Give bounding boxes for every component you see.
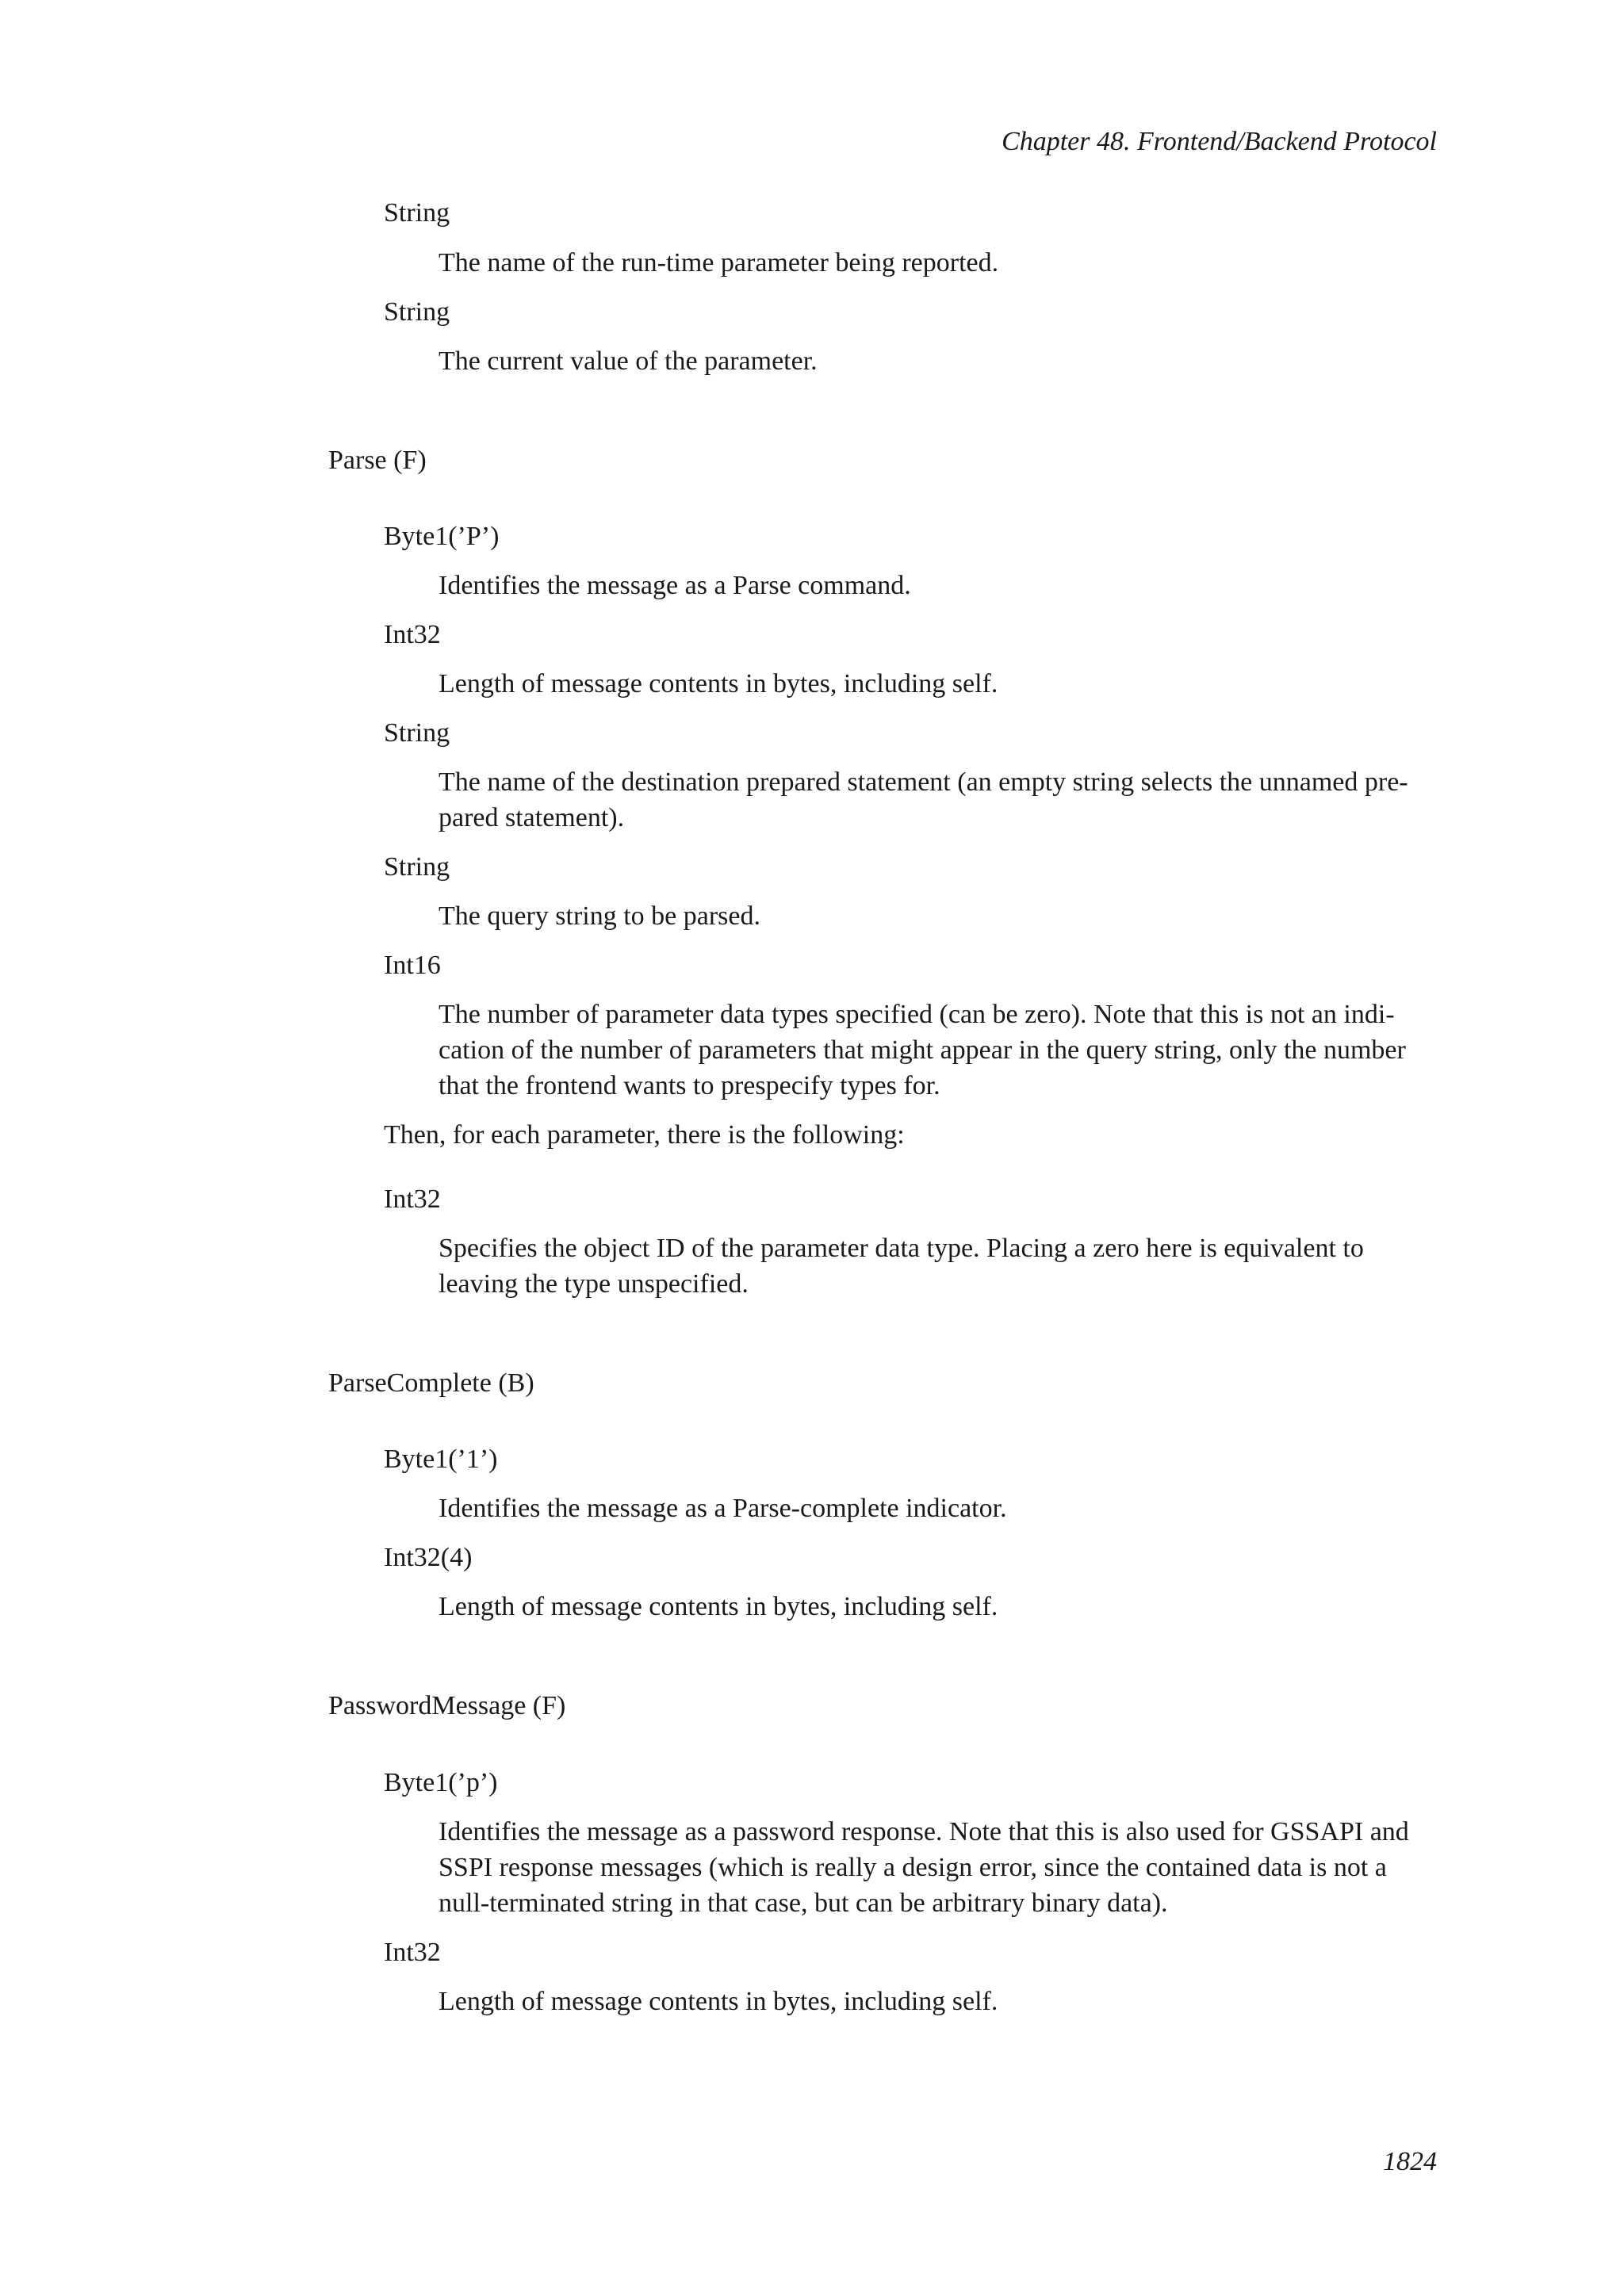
field-description: The current value of the parameter. — [439, 346, 818, 376]
message-title-passwordmessage: PasswordMessage (F) — [328, 1691, 566, 1720]
message-title-parsecomplete: ParseComplete (B) — [328, 1368, 534, 1398]
field-type: Int16 — [384, 951, 441, 980]
field-description: that the frontend wants to prespecify types for. — [439, 1071, 940, 1100]
field-description: Identifies the message as a password response. Note that this is also used for GSSAPI and — [439, 1817, 1409, 1846]
loop-text: Then, for each parameter, there is the following: — [384, 1120, 905, 1150]
field-description: cation of the number of parameters that might appear in the query string, only the number — [439, 1035, 1406, 1065]
field-description: Identifies the message as a Parse command. — [439, 571, 911, 600]
field-type: Byte1(’1’) — [384, 1445, 498, 1474]
field-description: Length of message contents in bytes, including self. — [439, 1592, 998, 1621]
field-description: The name of the run-time parameter being reported. — [439, 248, 999, 277]
field-description: The name of the destination prepared statement (an empty string selects the unnamed pre- — [439, 767, 1408, 797]
field-type: Int32 — [384, 620, 441, 649]
running-header: Chapter 48. Frontend/Backend Protocol — [1002, 127, 1437, 156]
field-description: The query string to be parsed. — [439, 901, 760, 931]
field-description: The number of parameter data types specified (can be zero). Note that this is not an indi- — [439, 1000, 1395, 1029]
page-number: 1824 — [1383, 2147, 1437, 2176]
field-description: leaving the type unspecified. — [439, 1269, 749, 1299]
field-type: Int32 — [384, 1184, 441, 1214]
field-type: Byte1(’P’) — [384, 522, 500, 551]
field-description: Specifies the object ID of the parameter data type. Placing a zero here is equivalent to — [439, 1234, 1364, 1263]
field-description: Length of message contents in bytes, including self. — [439, 1987, 998, 2016]
field-description: Identifies the message as a Parse-complete indicator. — [439, 1494, 1007, 1523]
field-type: String — [384, 297, 450, 327]
field-description: Length of message contents in bytes, including self. — [439, 669, 998, 698]
field-description: null-terminated string in that case, but can be arbitrary binary data). — [439, 1888, 1168, 1918]
field-type: String — [384, 852, 450, 882]
field-type: Int32(4) — [384, 1543, 473, 1572]
field-type: String — [384, 198, 450, 228]
field-description: SSPI response messages (which is really a design error, since the contained data is not a — [439, 1853, 1387, 1882]
field-type: Int32 — [384, 1938, 441, 1967]
field-type: Byte1(’p’) — [384, 1768, 498, 1797]
field-description: pared statement). — [439, 803, 625, 832]
message-title-parse: Parse (F) — [328, 446, 427, 475]
field-type: String — [384, 718, 450, 748]
